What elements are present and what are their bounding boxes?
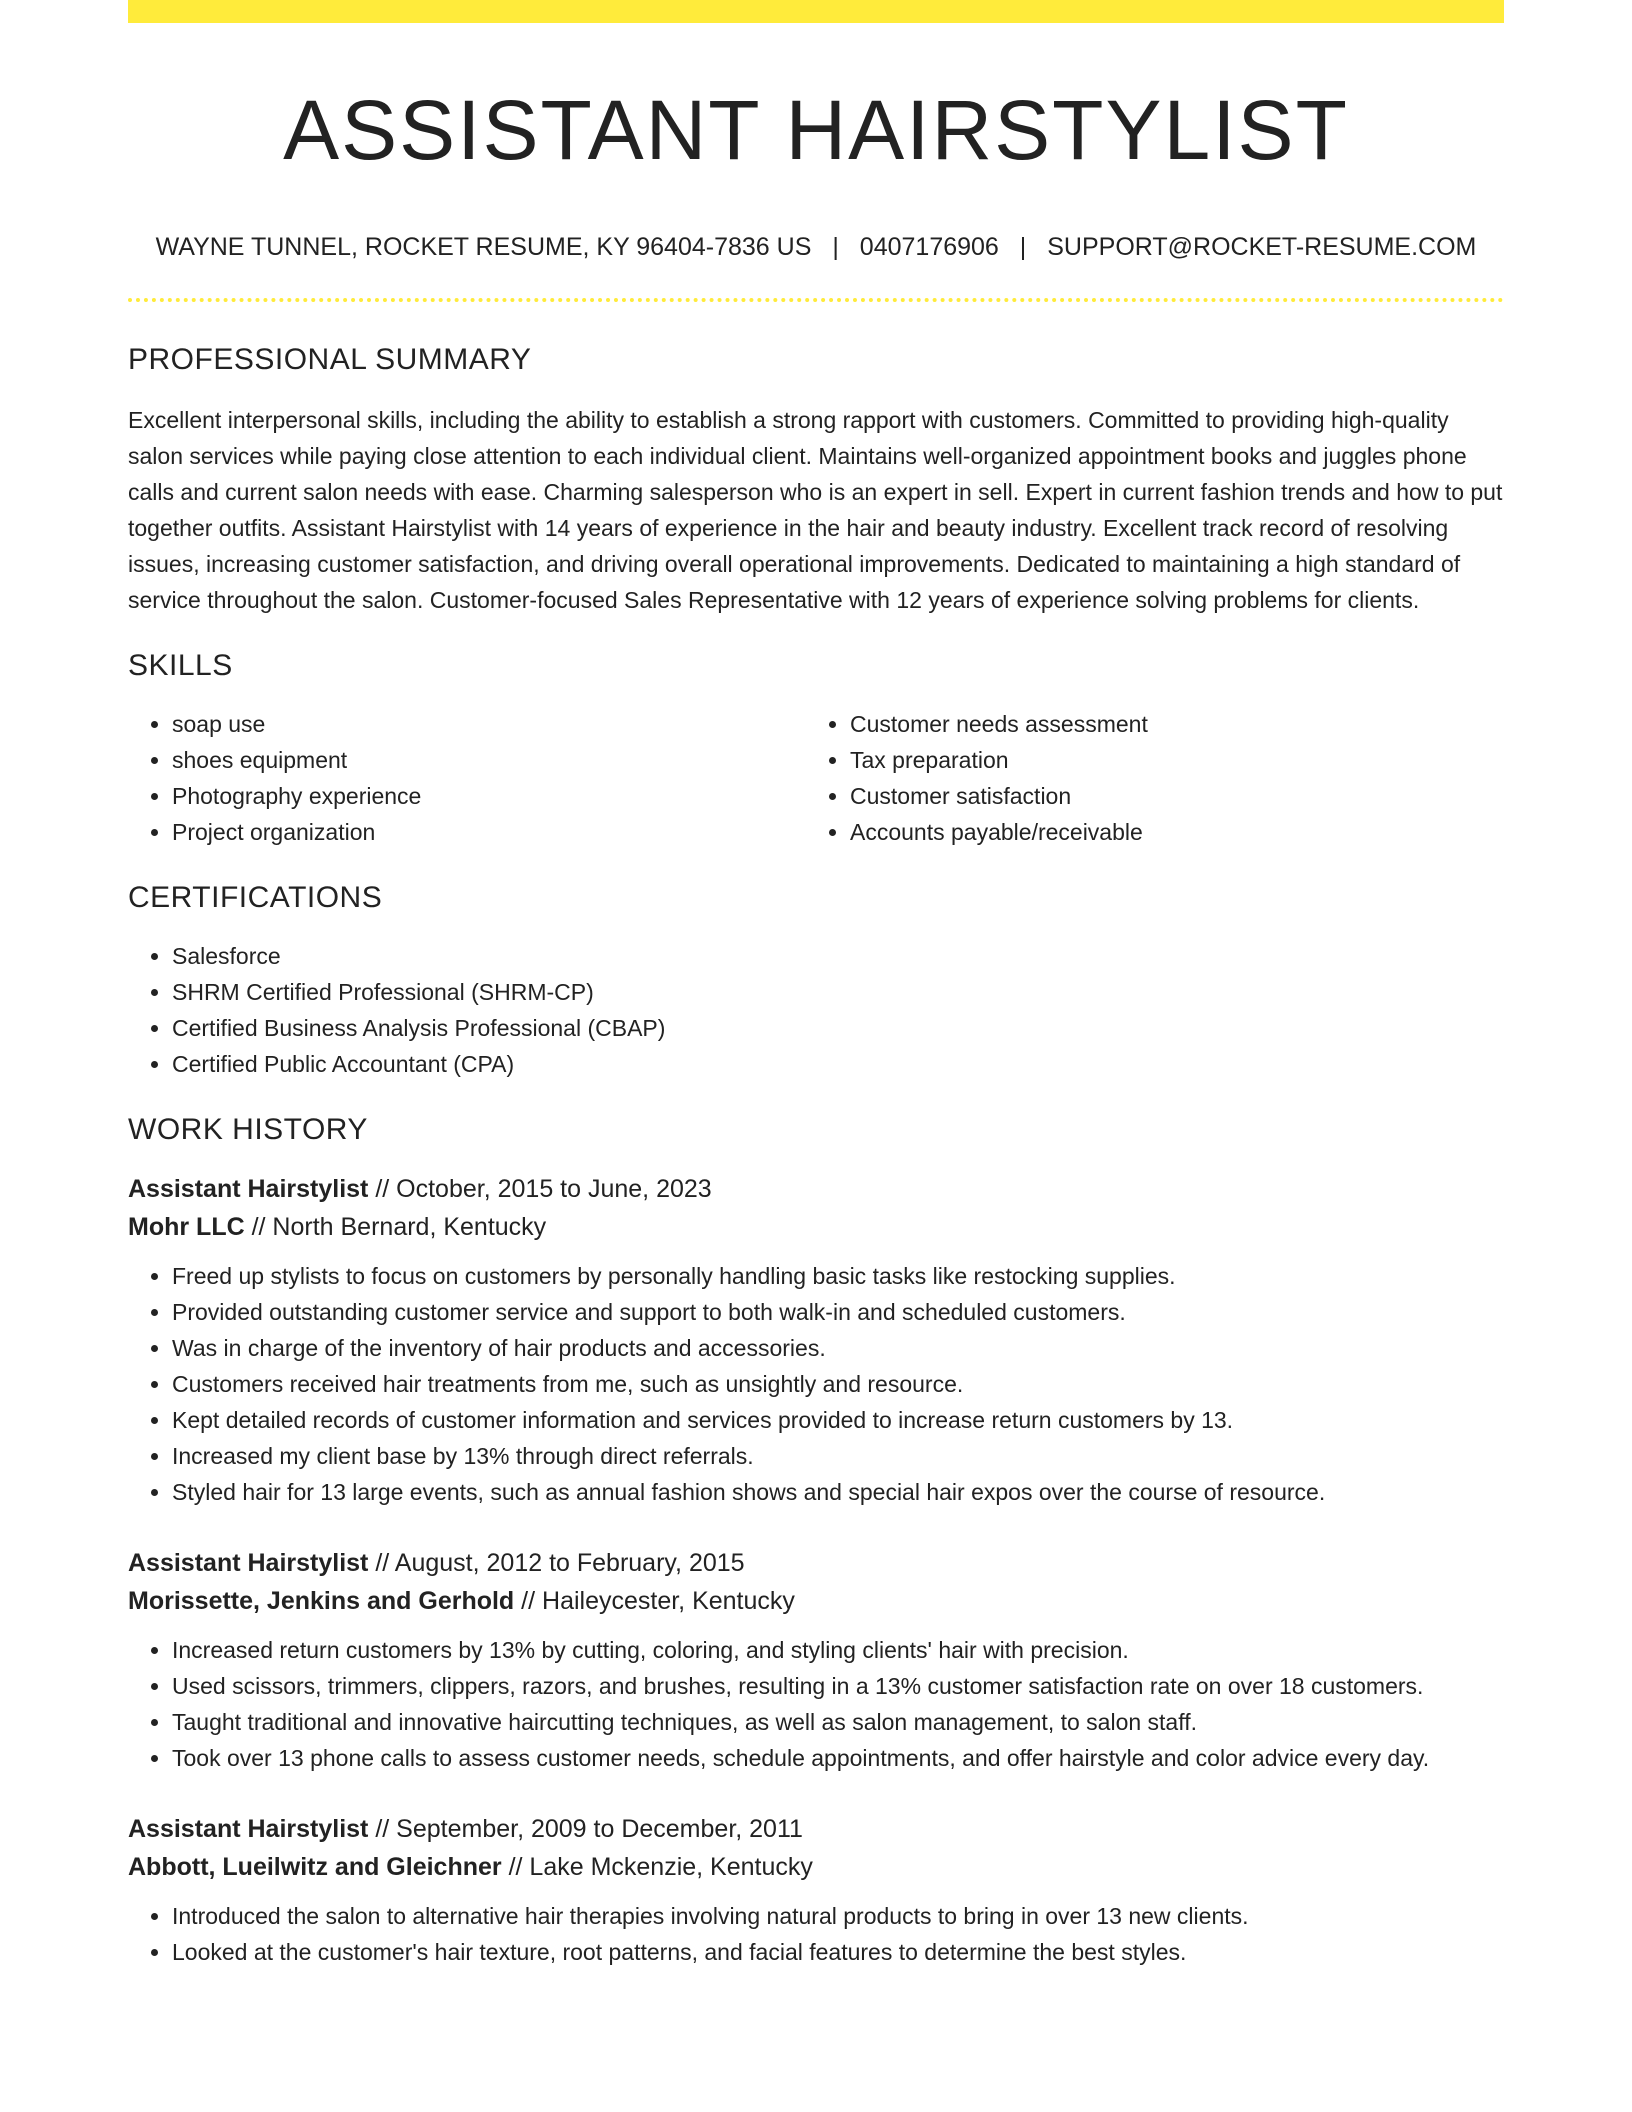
contact-address: WAYNE TUNNEL, ROCKET RESUME, KY 96404-7836 US bbox=[155, 233, 812, 261]
contact-separator: | bbox=[832, 233, 839, 261]
job-bullet: • Increased my client base by 13% through direct referrals. bbox=[172, 1438, 1504, 1474]
contact-email: SUPPORT@ROCKET-RESUME.COM bbox=[1047, 233, 1477, 261]
summary-text: Excellent interpersonal skills, including the ability to establish a strong rapport with customers. Committed to providing high-quality salon services while paying close attention to each individual client. Maintains well-organized appointment books and juggles phone calls and current salon needs with ease. Charming salesperson who is an expert in sell. Expert in current fashion trends and how to put together outfits. Assistant Hairstylist with 14 years of experience in the hair and beauty industry. Excellent track record of resolving issues, increasing customer satisfaction, and driving overall operational improvements. Dedicated to maintaining a high standard of service throughout the salon. Customer-focused Sales Representative with 12 years of experience solving problems for clients. bbox=[128, 407, 1503, 613]
job-dates: // October, 2015 to June, 2023 bbox=[375, 1175, 712, 1203]
dotted-divider bbox=[128, 298, 1504, 302]
job-bullet: • Customers received hair treatments from me, such as unsightly and resource. bbox=[172, 1366, 1504, 1402]
job-bullet: • Looked at the customer's hair texture, root patterns, and facial features to determine the best styles. bbox=[172, 1934, 1504, 1970]
certifications-list bbox=[128, 938, 1504, 1082]
resume-title: ASSISTANT HAIRSTYLIST bbox=[283, 83, 1349, 177]
skill-item: • Customer needs assessment bbox=[850, 706, 1484, 742]
skill-item: • Customer satisfaction bbox=[850, 778, 1484, 814]
job-entry bbox=[128, 1810, 1504, 1970]
certifications-heading: CERTIFICATIONS bbox=[128, 881, 383, 914]
job-bullet: • Increased return customers by 13% by cutting, coloring, and styling clients' hair with precision. bbox=[172, 1632, 1504, 1668]
skills-grid bbox=[128, 706, 1504, 850]
skills-heading: SKILLS bbox=[128, 649, 233, 682]
skills-list-right bbox=[806, 706, 1484, 850]
job-bullets bbox=[128, 1898, 1504, 1970]
skill-item: • Project organization bbox=[172, 814, 806, 850]
skill-item: • soap use bbox=[172, 706, 806, 742]
contact-phone: 0407176906 bbox=[859, 233, 999, 261]
job-bullet: • Took over 13 phone calls to assess customer needs, schedule appointments, and offer hairstyle and color advice every day. bbox=[172, 1740, 1504, 1776]
skills-column-left bbox=[128, 706, 806, 850]
job-bullet: • Kept detailed records of customer information and services provided to increase return customers by 13. bbox=[172, 1402, 1504, 1438]
job-bullet: • Taught traditional and innovative haircutting techniques, as well as salon management, to salon staff. bbox=[172, 1704, 1504, 1740]
job-dates: // September, 2009 to December, 2011 bbox=[375, 1815, 803, 1843]
resume-content bbox=[128, 0, 1504, 1970]
certification-item: • Salesforce bbox=[172, 938, 1504, 974]
job-company: Abbott, Lueilwitz and Gleichner bbox=[128, 1853, 502, 1881]
skills-list-left bbox=[128, 706, 806, 850]
job-bullet: • Styled hair for 13 large events, such as annual fashion shows and special hair expos over the course of resource. bbox=[172, 1474, 1504, 1510]
job-bullets bbox=[128, 1632, 1504, 1776]
job-company: Morissette, Jenkins and Gerhold bbox=[128, 1587, 515, 1615]
job-company: Mohr LLC bbox=[128, 1213, 245, 1241]
job-company-line bbox=[128, 1848, 1504, 1886]
contact-line bbox=[128, 232, 1504, 262]
job-location: // North Bernard, Kentucky bbox=[251, 1213, 547, 1241]
job-location: // Haileycester, Kentucky bbox=[521, 1587, 795, 1615]
job-title: Assistant Hairstylist bbox=[128, 1175, 369, 1203]
work-history-heading: WORK HISTORY bbox=[128, 1113, 368, 1146]
job-company-line bbox=[128, 1208, 1504, 1246]
summary-heading: PROFESSIONAL SUMMARY bbox=[128, 343, 532, 376]
skill-item: • Accounts payable/receivable bbox=[850, 814, 1484, 850]
contact-separator: | bbox=[1019, 233, 1027, 261]
job-title: Assistant Hairstylist bbox=[128, 1549, 369, 1577]
job-title-line bbox=[128, 1810, 1504, 1848]
job-bullet: • Was in charge of the inventory of hair products and accessories. bbox=[172, 1330, 1504, 1366]
job-title-line bbox=[128, 1170, 1504, 1208]
skills-column-right bbox=[806, 706, 1484, 850]
job-bullet: • Introduced the salon to alternative hair therapies involving natural products to bring in over 13 new clients. bbox=[172, 1898, 1504, 1934]
job-bullets bbox=[128, 1258, 1504, 1510]
skill-item: • Photography experience bbox=[172, 778, 806, 814]
job-entry bbox=[128, 1544, 1504, 1776]
job-company-line bbox=[128, 1582, 1504, 1620]
job-location: // Lake Mckenzie, Kentucky bbox=[508, 1853, 813, 1881]
job-entry bbox=[128, 1170, 1504, 1510]
job-bullet: • Provided outstanding customer service and support to both walk-in and scheduled customers. bbox=[172, 1294, 1504, 1330]
skill-item: • Tax preparation bbox=[850, 742, 1484, 778]
job-title-line bbox=[128, 1544, 1504, 1582]
job-dates: // August, 2012 to February, 2015 bbox=[375, 1549, 745, 1577]
job-bullet: • Used scissors, trimmers, clippers, razors, and brushes, resulting in a 13% customer satisfaction rate on over 18 customers. bbox=[172, 1668, 1504, 1704]
job-title: Assistant Hairstylist bbox=[128, 1815, 369, 1843]
certification-item: • Certified Public Accountant (CPA) bbox=[172, 1046, 1504, 1082]
skill-item: • shoes equipment bbox=[172, 742, 806, 778]
certification-item: • Certified Business Analysis Professional (CBAP) bbox=[172, 1010, 1504, 1046]
job-bullet: • Freed up stylists to focus on customers by personally handling basic tasks like restocking supplies. bbox=[172, 1258, 1504, 1294]
certification-item: • SHRM Certified Professional (SHRM-CP) bbox=[172, 974, 1504, 1010]
